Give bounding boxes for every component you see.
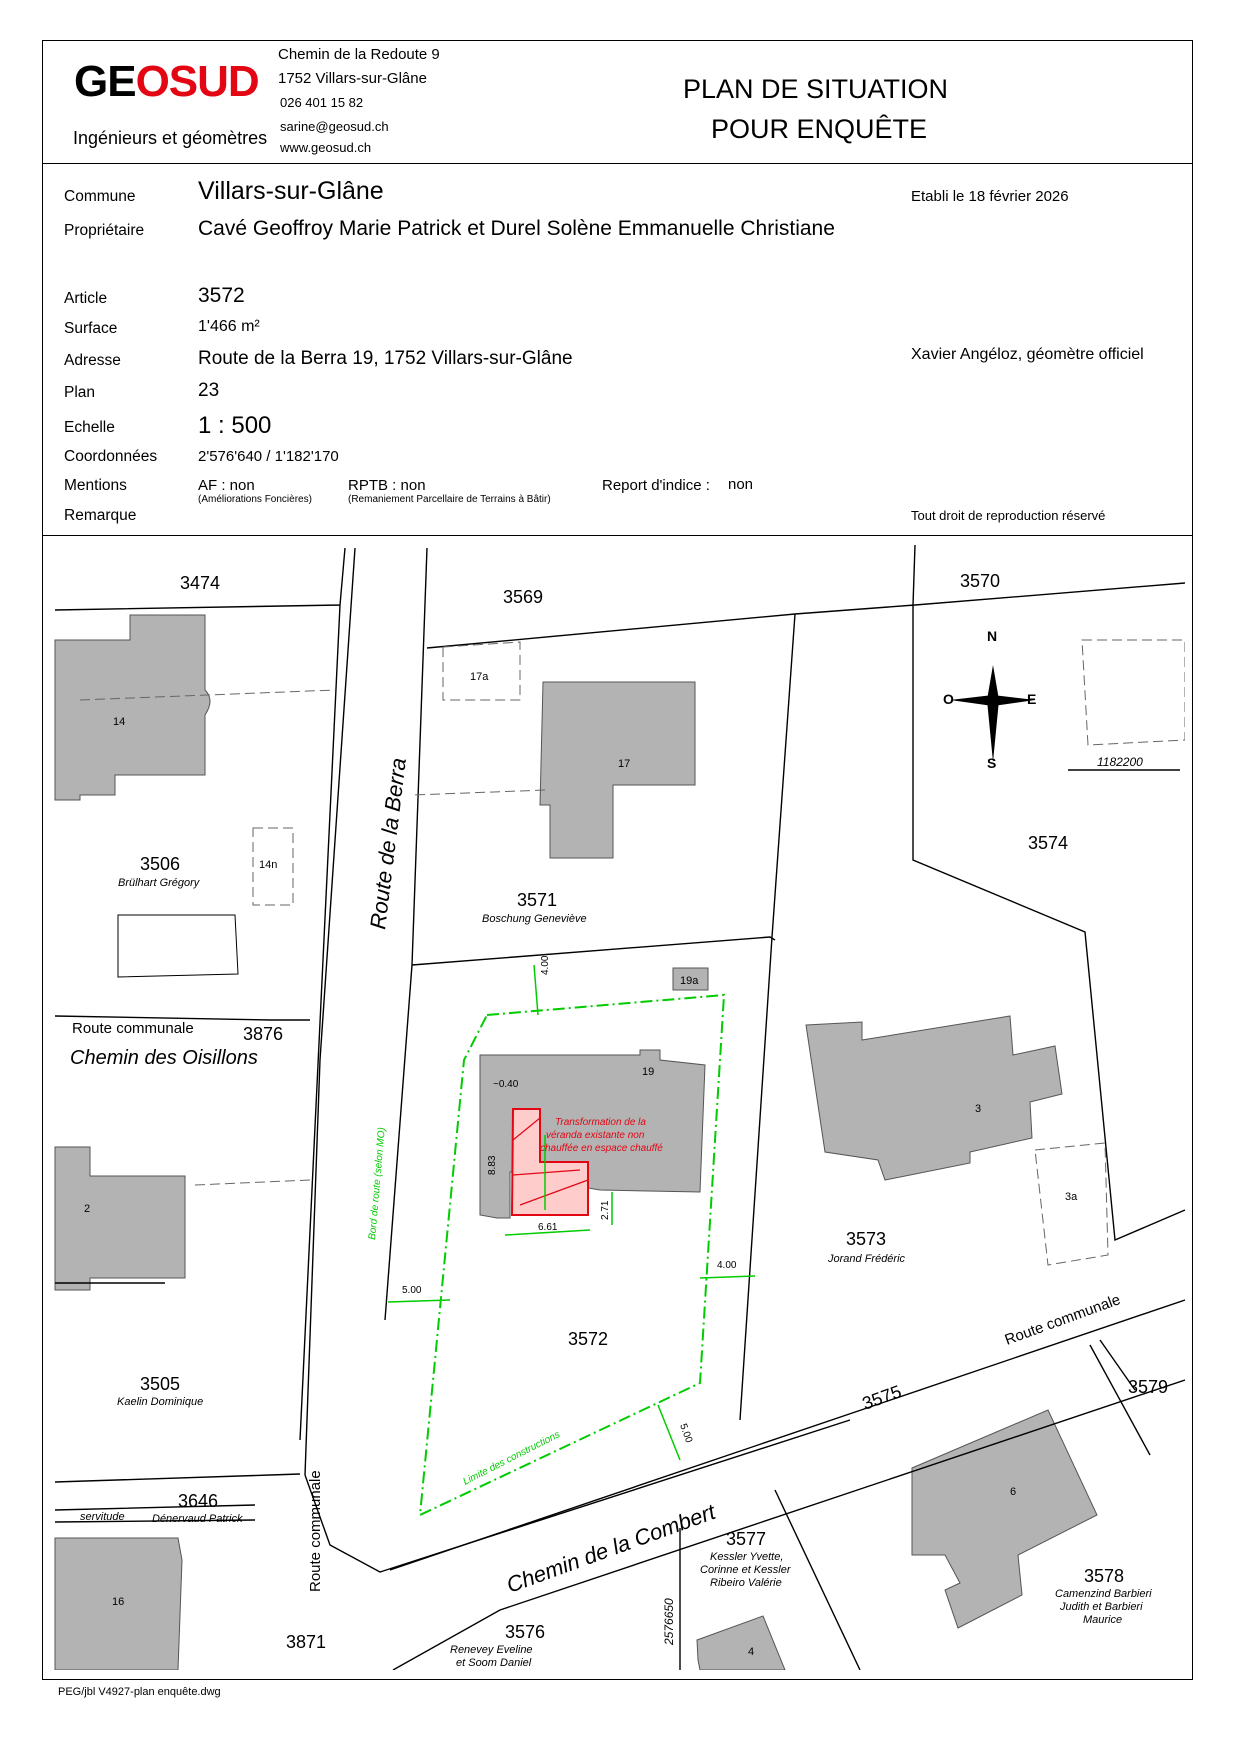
title-line-1: PLAN DE SITUATION	[683, 74, 949, 104]
building-3	[806, 1016, 1062, 1180]
title-line-2: POUR ENQUÊTE	[711, 114, 928, 144]
owner-3576-2: et Soom Daniel	[456, 1657, 532, 1669]
commune-label: Commune	[64, 188, 136, 205]
boundary-3571	[412, 937, 775, 965]
parcel-3574: 3574	[1028, 833, 1069, 853]
bldg-17a: 17a	[470, 671, 489, 683]
owner-3578-3: Maurice	[1083, 1614, 1123, 1626]
parcel-3876: 3876	[243, 1024, 284, 1044]
building-14	[55, 615, 210, 800]
coords-value: 2'576'640 / 1'182'170	[198, 448, 339, 465]
project-note-1: Transformation de la	[555, 1117, 646, 1128]
parcel-3578: 3578	[1084, 1566, 1125, 1586]
phone: 026 401 15 82	[280, 95, 364, 110]
address-line-2: 1752 Villars-sur-Glâne	[278, 70, 427, 87]
parcel-3573: 3573	[846, 1229, 887, 1249]
owner-3571: Boschung Geneviève	[482, 913, 587, 925]
rights-notice: Tout droit de reproduction réservé	[911, 508, 1106, 523]
rptb-mention: RPTB : non	[348, 477, 426, 494]
parcel-3506: 3506	[140, 854, 181, 874]
parcel-3575: 3575	[859, 1381, 904, 1414]
road-route-communale-s: Route communale	[307, 1470, 324, 1592]
parcel-3579: 3579	[1128, 1377, 1169, 1397]
plan-value: 23	[198, 380, 220, 401]
report-indice-value: non	[728, 476, 754, 493]
dim-661: 6.61	[538, 1222, 558, 1233]
owner-value: Cavé Geoffroy Marie Patrick et Durel Solène Emmanuelle Christiane	[198, 217, 835, 240]
project-note-3: chauffée en espace chauffé	[540, 1143, 663, 1154]
bldg-4: 4	[748, 1646, 755, 1658]
af-note: (Améliorations Foncières)	[198, 494, 312, 505]
building-17	[540, 682, 695, 858]
parcel-3577: 3577	[726, 1529, 767, 1549]
dim-500-west: 5.00	[402, 1285, 422, 1296]
bldg-14: 14	[113, 716, 126, 728]
report-indice-label: Report d'indice :	[602, 477, 710, 494]
af-mention: AF : non	[198, 477, 255, 494]
scale-label: Echelle	[64, 419, 115, 436]
bldg-3: 3	[975, 1103, 982, 1115]
owner-3577-1: Kessler Yvette,	[710, 1551, 784, 1563]
website-link[interactable]: www.geosud.ch	[280, 140, 372, 155]
bldg-6: 6	[1010, 1486, 1017, 1498]
established-date: Etabli le 18 février 2026	[911, 188, 1069, 205]
bldg-14n: 14n	[259, 859, 278, 871]
bldg-19a: 19a	[680, 975, 699, 987]
parcel-3576: 3576	[505, 1622, 546, 1642]
mentions-label: Mentions	[64, 477, 127, 494]
remark-label: Remarque	[64, 507, 137, 524]
owner-label: Propriétaire	[64, 222, 145, 239]
owner-3506: Brülhart Grégory	[118, 877, 200, 889]
parcel-3572: 3572	[568, 1329, 609, 1349]
scale-value: 1 : 500	[198, 412, 272, 439]
coord-x-label: 2576650	[662, 1598, 676, 1645]
parcel-3570: 3570	[960, 571, 1001, 591]
dashed-ne	[1082, 640, 1185, 745]
compass-n: N	[987, 628, 998, 644]
road-chemin-oisillons: Chemin des Oisillons	[70, 1047, 258, 1069]
dim-883: 8.83	[487, 1155, 498, 1175]
address-line-1: Chemin de la Redoute 9	[278, 46, 440, 63]
owner-3577-2: Corinne et Kessler	[700, 1564, 791, 1576]
owner-3576-1: Renevey Eveline	[450, 1644, 533, 1656]
coords-label: Coordonnées	[64, 448, 158, 465]
road-route-communale-e: Route communale	[1002, 1291, 1123, 1349]
compass-e: E	[1027, 691, 1037, 707]
road-route-berra: Route de la Berra	[365, 756, 411, 931]
boundary-berra-west	[305, 548, 355, 1475]
owner-3573: Jorand Frédéric	[828, 1253, 906, 1265]
surface-value: 1'466 m²	[198, 318, 260, 335]
bldg-2: 2	[84, 1203, 91, 1215]
cadastral-map	[50, 540, 1185, 1670]
parcel-3505: 3505	[140, 1374, 181, 1394]
project-note-2: véranda existante non	[546, 1130, 645, 1141]
article-value: 3572	[198, 284, 245, 307]
bldg-16: 16	[112, 1596, 125, 1608]
dim-400-east: 4.00	[717, 1260, 737, 1271]
parcel-3871: 3871	[286, 1632, 327, 1652]
parcel-3474: 3474	[180, 573, 221, 593]
boundary-3578	[1090, 1340, 1150, 1455]
boundary-3571-east	[740, 614, 795, 1420]
owner-3505: Kaelin Dominique	[117, 1396, 204, 1408]
building-4	[697, 1616, 785, 1670]
address-label: Adresse	[64, 352, 121, 369]
building-2	[55, 1147, 185, 1290]
bldg-3a: 3a	[1065, 1191, 1078, 1203]
article-label: Article	[64, 290, 108, 307]
building-plot-3506	[118, 915, 238, 977]
dim-400-north: 4.00	[540, 955, 551, 975]
parcel-3571: 3571	[517, 890, 558, 910]
owner-3577-3: Ribeiro Valérie	[710, 1577, 782, 1589]
boundary-berra-east	[385, 548, 427, 1320]
compass-s: S	[987, 755, 997, 771]
email-link[interactable]: sarine@geosud.ch	[280, 119, 389, 134]
dim-040: ~0.40	[493, 1079, 519, 1090]
limit-label: Limite des constructions	[461, 1429, 562, 1488]
servitude-label: servitude	[80, 1511, 125, 1523]
dim-271: 2.71	[600, 1200, 611, 1220]
parcel-3646: 3646	[178, 1491, 219, 1511]
road-edge-label: Bord de route (selon MO)	[367, 1126, 388, 1241]
coord-y-label: 1182200	[1097, 755, 1143, 769]
commune-value: Villars-sur-Glâne	[198, 177, 384, 205]
address-value: Route de la Berra 19, 1752 Villars-sur-Glâne	[198, 348, 573, 369]
owner-3578-1: Camenzind Barbieri	[1055, 1588, 1152, 1600]
compass	[950, 665, 1035, 762]
bldg-17: 17	[618, 758, 631, 770]
footer-file-ref: PEG/jbl V4927-plan enquête.dwg	[58, 1686, 221, 1698]
company-tagline: Ingénieurs et géomètres	[73, 128, 268, 148]
road-route-communale-w: Route communale	[72, 1020, 194, 1037]
compass-o: O	[943, 691, 954, 707]
building-3a	[1035, 1143, 1108, 1265]
surveyor-name: Xavier Angéloz, géomètre officiel	[911, 346, 1144, 363]
dim-500-south: 5.00	[677, 1422, 695, 1445]
parcel-3569: 3569	[503, 587, 544, 607]
owner-3578-2: Judith et Barbieri	[1060, 1601, 1143, 1613]
plan-label: Plan	[64, 384, 96, 401]
company-logo: GEOSUD	[74, 57, 259, 106]
rptb-note: (Remaniement Parcellaire de Terrains à Bâtir)	[348, 494, 551, 505]
road-chemin-combert: Chemin de la Combert	[503, 1498, 719, 1598]
surface-label: Surface	[64, 320, 118, 337]
owner-3646: Dénervaud Patrick	[152, 1513, 243, 1525]
bldg-19: 19	[642, 1066, 655, 1078]
